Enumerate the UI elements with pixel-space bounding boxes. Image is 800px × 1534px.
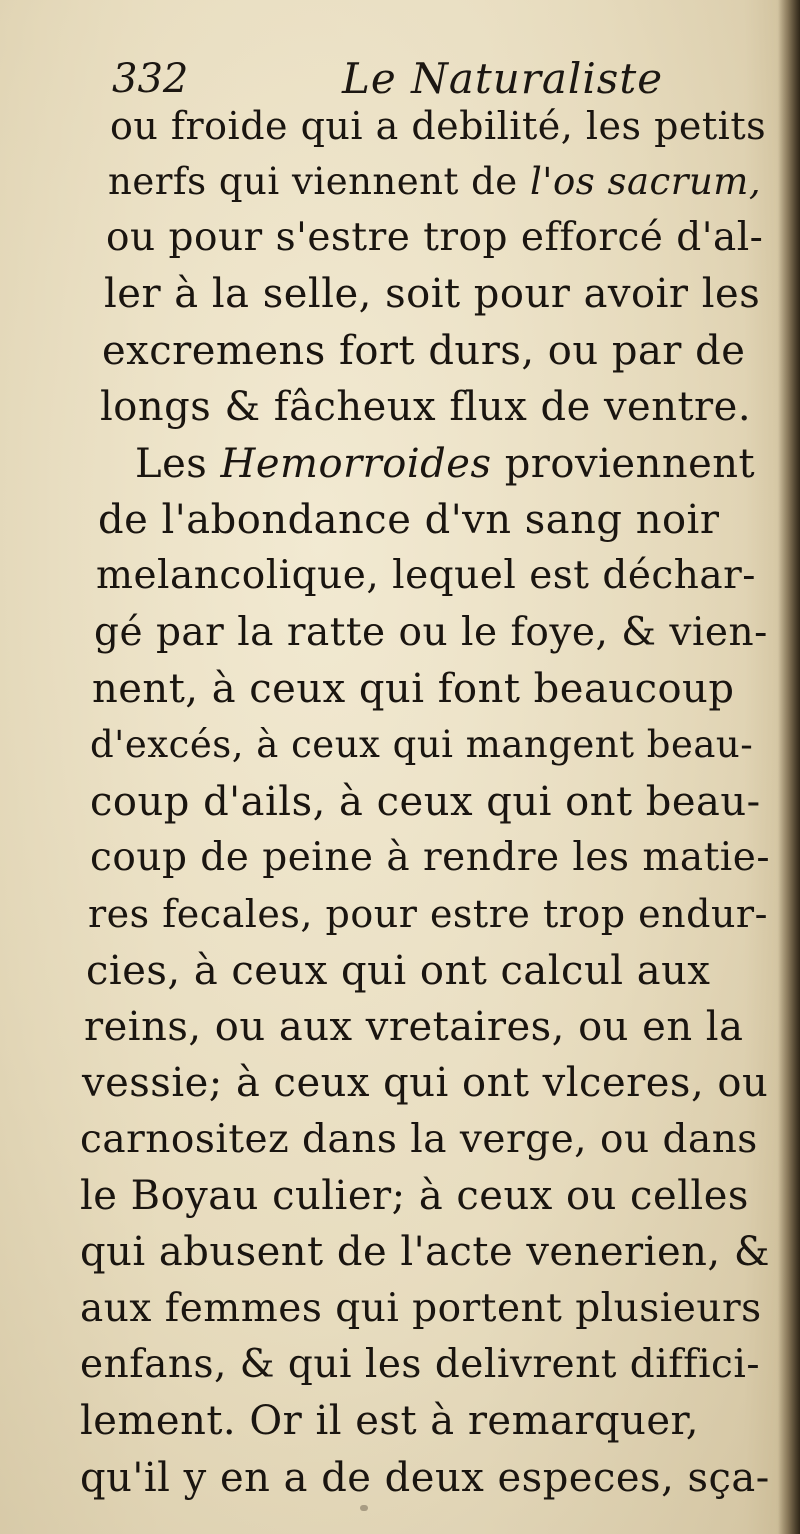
text-line: nerfs qui viennent de l'os sacrum, — [108, 160, 762, 203]
text-line: lement. Or il est à remarquer, — [80, 1398, 699, 1444]
text-line: d'excés, à ceux qui mangent beau- — [90, 723, 754, 766]
text-line: ler à la selle, soit pour avoir les — [104, 271, 761, 317]
page-number: 332 — [112, 56, 189, 102]
text-line: aux femmes qui portent plusieurs — [80, 1286, 762, 1331]
text-line: qui abusent de l'acte venerien, & — [80, 1229, 770, 1275]
text-line: vessie; à ceux qui ont vlceres, ou — [82, 1060, 769, 1106]
text-line: longs & fâcheux flux de ventre. — [100, 384, 752, 430]
text-line: reins, ou aux vretaires, ou en la — [84, 1004, 744, 1050]
text-line: qu'il y en a de deux especes, sça- — [80, 1455, 770, 1501]
text-line: melancolique, lequel est déchar- — [96, 553, 756, 598]
text-line: nent, à ceux qui font beaucoup — [92, 666, 735, 712]
text-line: res fecales, pour estre trop endur- — [88, 892, 768, 936]
text-line: gé par la ratte ou le foye, & vien- — [94, 610, 768, 655]
text-line: excremens fort durs, ou par de — [102, 328, 746, 374]
text-line: ou froide qui a debilité, les petits — [110, 104, 767, 148]
text-line: Les Hemorroides proviennent — [135, 441, 756, 487]
text-line: de l'abondance d'vn sang noir — [98, 497, 720, 543]
page-header — [112, 48, 672, 108]
text-line: coup d'ails, à ceux qui ont beau- — [90, 779, 761, 825]
book-spine-shadow — [778, 0, 800, 1534]
text-line: cies, à ceux qui ont calcul aux — [86, 948, 711, 994]
text-line: le Boyau culier; à ceux ou celles — [80, 1173, 749, 1219]
ink-smudge — [360, 1505, 368, 1511]
text-line: coup de peine à rendre les matie- — [90, 835, 771, 880]
running-title: Le Naturaliste — [342, 54, 664, 103]
text-line: carnositez dans la verge, ou dans — [80, 1117, 758, 1162]
text-line: ou pour s'estre trop efforcé d'al- — [106, 215, 764, 260]
text-line: enfans, & qui les delivrent diffici- — [80, 1342, 761, 1387]
